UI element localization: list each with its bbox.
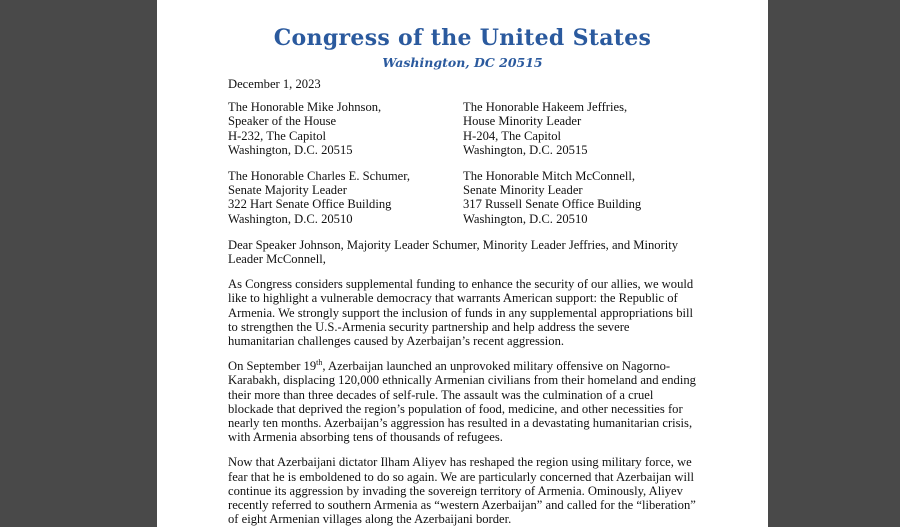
paragraph-1: As Congress considers supplemental funding to enhance the security of our allies, we would like to highlight a vulnerable democracy that warrants American support: the Republic of Armenia. We strongly support the inclusion of funds in any supplemental appropriations bill to strengthen the U.S.-Armenia security partnership and help address the severe humanitarian challenges caused by Azerbaijan’s recent aggression. <box>228 277 694 349</box>
addressee-johnson <box>228 100 463 157</box>
addressee-line: The Honorable Mitch McConnell, <box>463 169 636 184</box>
addressee-row-1 <box>228 100 698 157</box>
paragraph-2-rest: , Azerbaijan launched an unprovoked military offensive on Nagorno-Karabakh, displacing 120,000 ethnically Armenian civilians from their homeland and ending their more than three decades of self-rule. The assault was the culmination of a cruel blockade that deprived the region’s population of food, medicine, and other necessities for nearly ten months. Azerbaijan’s aggression has resulted in a devastating humanitarian crisis, with Armenia absorbing tens of thousands of refugees. <box>228 359 696 445</box>
addressee-line: H-232, The Capitol <box>228 128 327 143</box>
addressee-line: The Honorable Charles E. Schumer, <box>228 169 411 184</box>
addressee-line: Senate Majority Leader <box>228 183 347 198</box>
addressee-line: The Honorable Mike Johnson, <box>228 100 382 115</box>
letter-page <box>157 0 768 527</box>
addressee-line: H-204, The Capitol <box>463 128 562 143</box>
letter-date: December 1, 2023 <box>228 77 321 91</box>
letterhead-subtitle: Washington, DC 20515 <box>382 55 543 70</box>
addressee-line: Washington, D.C. 20515 <box>463 142 588 157</box>
letter-body <box>228 77 698 527</box>
addressee-schumer <box>228 169 463 226</box>
paragraph-2 <box>228 359 698 444</box>
addressee-row-2 <box>228 169 698 226</box>
addressee-line: Speaker of the House <box>228 114 337 129</box>
letterhead-title: Congress of the United States <box>273 25 652 51</box>
addressee-line: The Honorable Hakeem Jeffries, <box>463 100 628 115</box>
addressee-line: 317 Russell Senate Office Building <box>463 197 642 212</box>
addressee-line: Washington, D.C. 20510 <box>463 211 588 226</box>
salutation: Dear Speaker Johnson, Majority Leader Schumer, Minority Leader Jeffries, and Minority Leader McConnell, <box>228 237 679 267</box>
letterhead <box>157 0 768 72</box>
addressee-jeffries <box>463 100 698 157</box>
paragraph-3: Now that Azerbaijani dictator Ilham Aliyev has reshaped the region using military force, we fear that he is emboldened to do so again. We are particularly concerned that Azerbaijan will continue its aggression by invading the sovereign territory of Armenia. Ominously, Aliyev recently referred to southern Armenia as “western Azerbaijan” and called for the “liberation” of eight Armenian villages along the Azerbaijani border. <box>228 455 696 527</box>
addressee-mcconnell <box>463 169 698 226</box>
addressee-line: Senate Minority Leader <box>463 183 583 198</box>
paragraph-2-start: On September 19 <box>228 359 317 374</box>
addressee-line: Washington, D.C. 20515 <box>228 142 353 157</box>
addressee-line: Washington, D.C. 20510 <box>228 211 353 226</box>
addressee-line: House Minority Leader <box>463 114 582 129</box>
ordinal-suffix: th <box>316 358 323 368</box>
addressee-line: 322 Hart Senate Office Building <box>228 197 392 212</box>
